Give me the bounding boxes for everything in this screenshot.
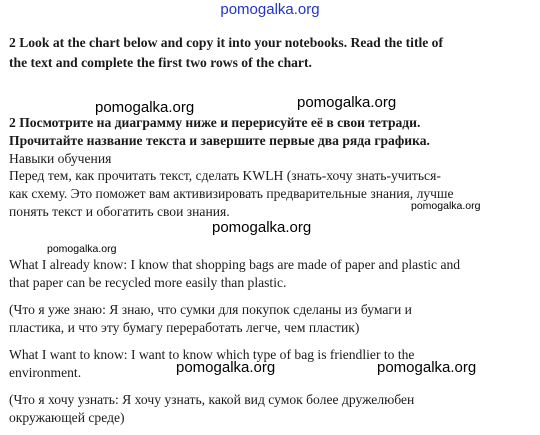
want-ru-line-1: (Что я хочу узнать: Я хочу узнать, какой вид сумок более дружелюбен [9,392,415,407]
watermark-mid-right: pomogalka.org [297,94,397,111]
watermark-center: pomogalka.org [212,219,312,236]
task-ru-line-2: Прочитайте название текста и завершите первые два ряда графика. [9,133,430,148]
task-en-line-1: 2 Look at the chart below and copy it into your notebooks. Read the title of [9,35,443,50]
know-ru-line-1: (Что я уже знаю: Я знаю, что сумки для покупок сделаны из бумаги и [9,302,412,317]
watermark-small-left: pomogalka.org [47,243,117,255]
task-ru-line-1: 2 Посмотрите на диаграмму ниже и перерисуйте её в свои тетради. [9,115,421,130]
know-en-line-2: that paper can be recycled more easily than plastic. [9,275,287,290]
watermark-bottom-left: pomogalka.org [176,359,276,376]
know-ru-line-2: пластика, и что эту бумагу переработать легче, чем пластик) [9,320,360,335]
intro-line-2: как схему. Это поможет вам активизировать предварительные знания, лучше [9,186,454,201]
know-en-line-1: What I already know: I know that shopping bags are made of paper and plastic and [9,257,461,272]
want-en-line-1: What I want to know: I want to know which type of bag is friendlier to the [9,347,415,362]
section-title: Навыки обучения [9,151,112,166]
watermark-top: pomogalka.org [220,1,320,18]
want-ru-line-2: окружающей среде) [9,410,125,425]
intro-line-3: понять текст и обогатить свои знания. [9,204,230,219]
intro-line-1: Перед тем, как прочитать текст, сделать KWLH (знать-хочу знать-учиться- [9,168,441,183]
watermark-bottom-right: pomogalka.org [377,359,477,376]
task-en-line-2: the text and complete the first two rows of the chart. [9,55,312,70]
want-en-line-2: environment. [9,365,82,380]
watermark-mid-left: pomogalka.org [95,99,195,116]
watermark-small-right: pomogalka.org [411,200,481,212]
